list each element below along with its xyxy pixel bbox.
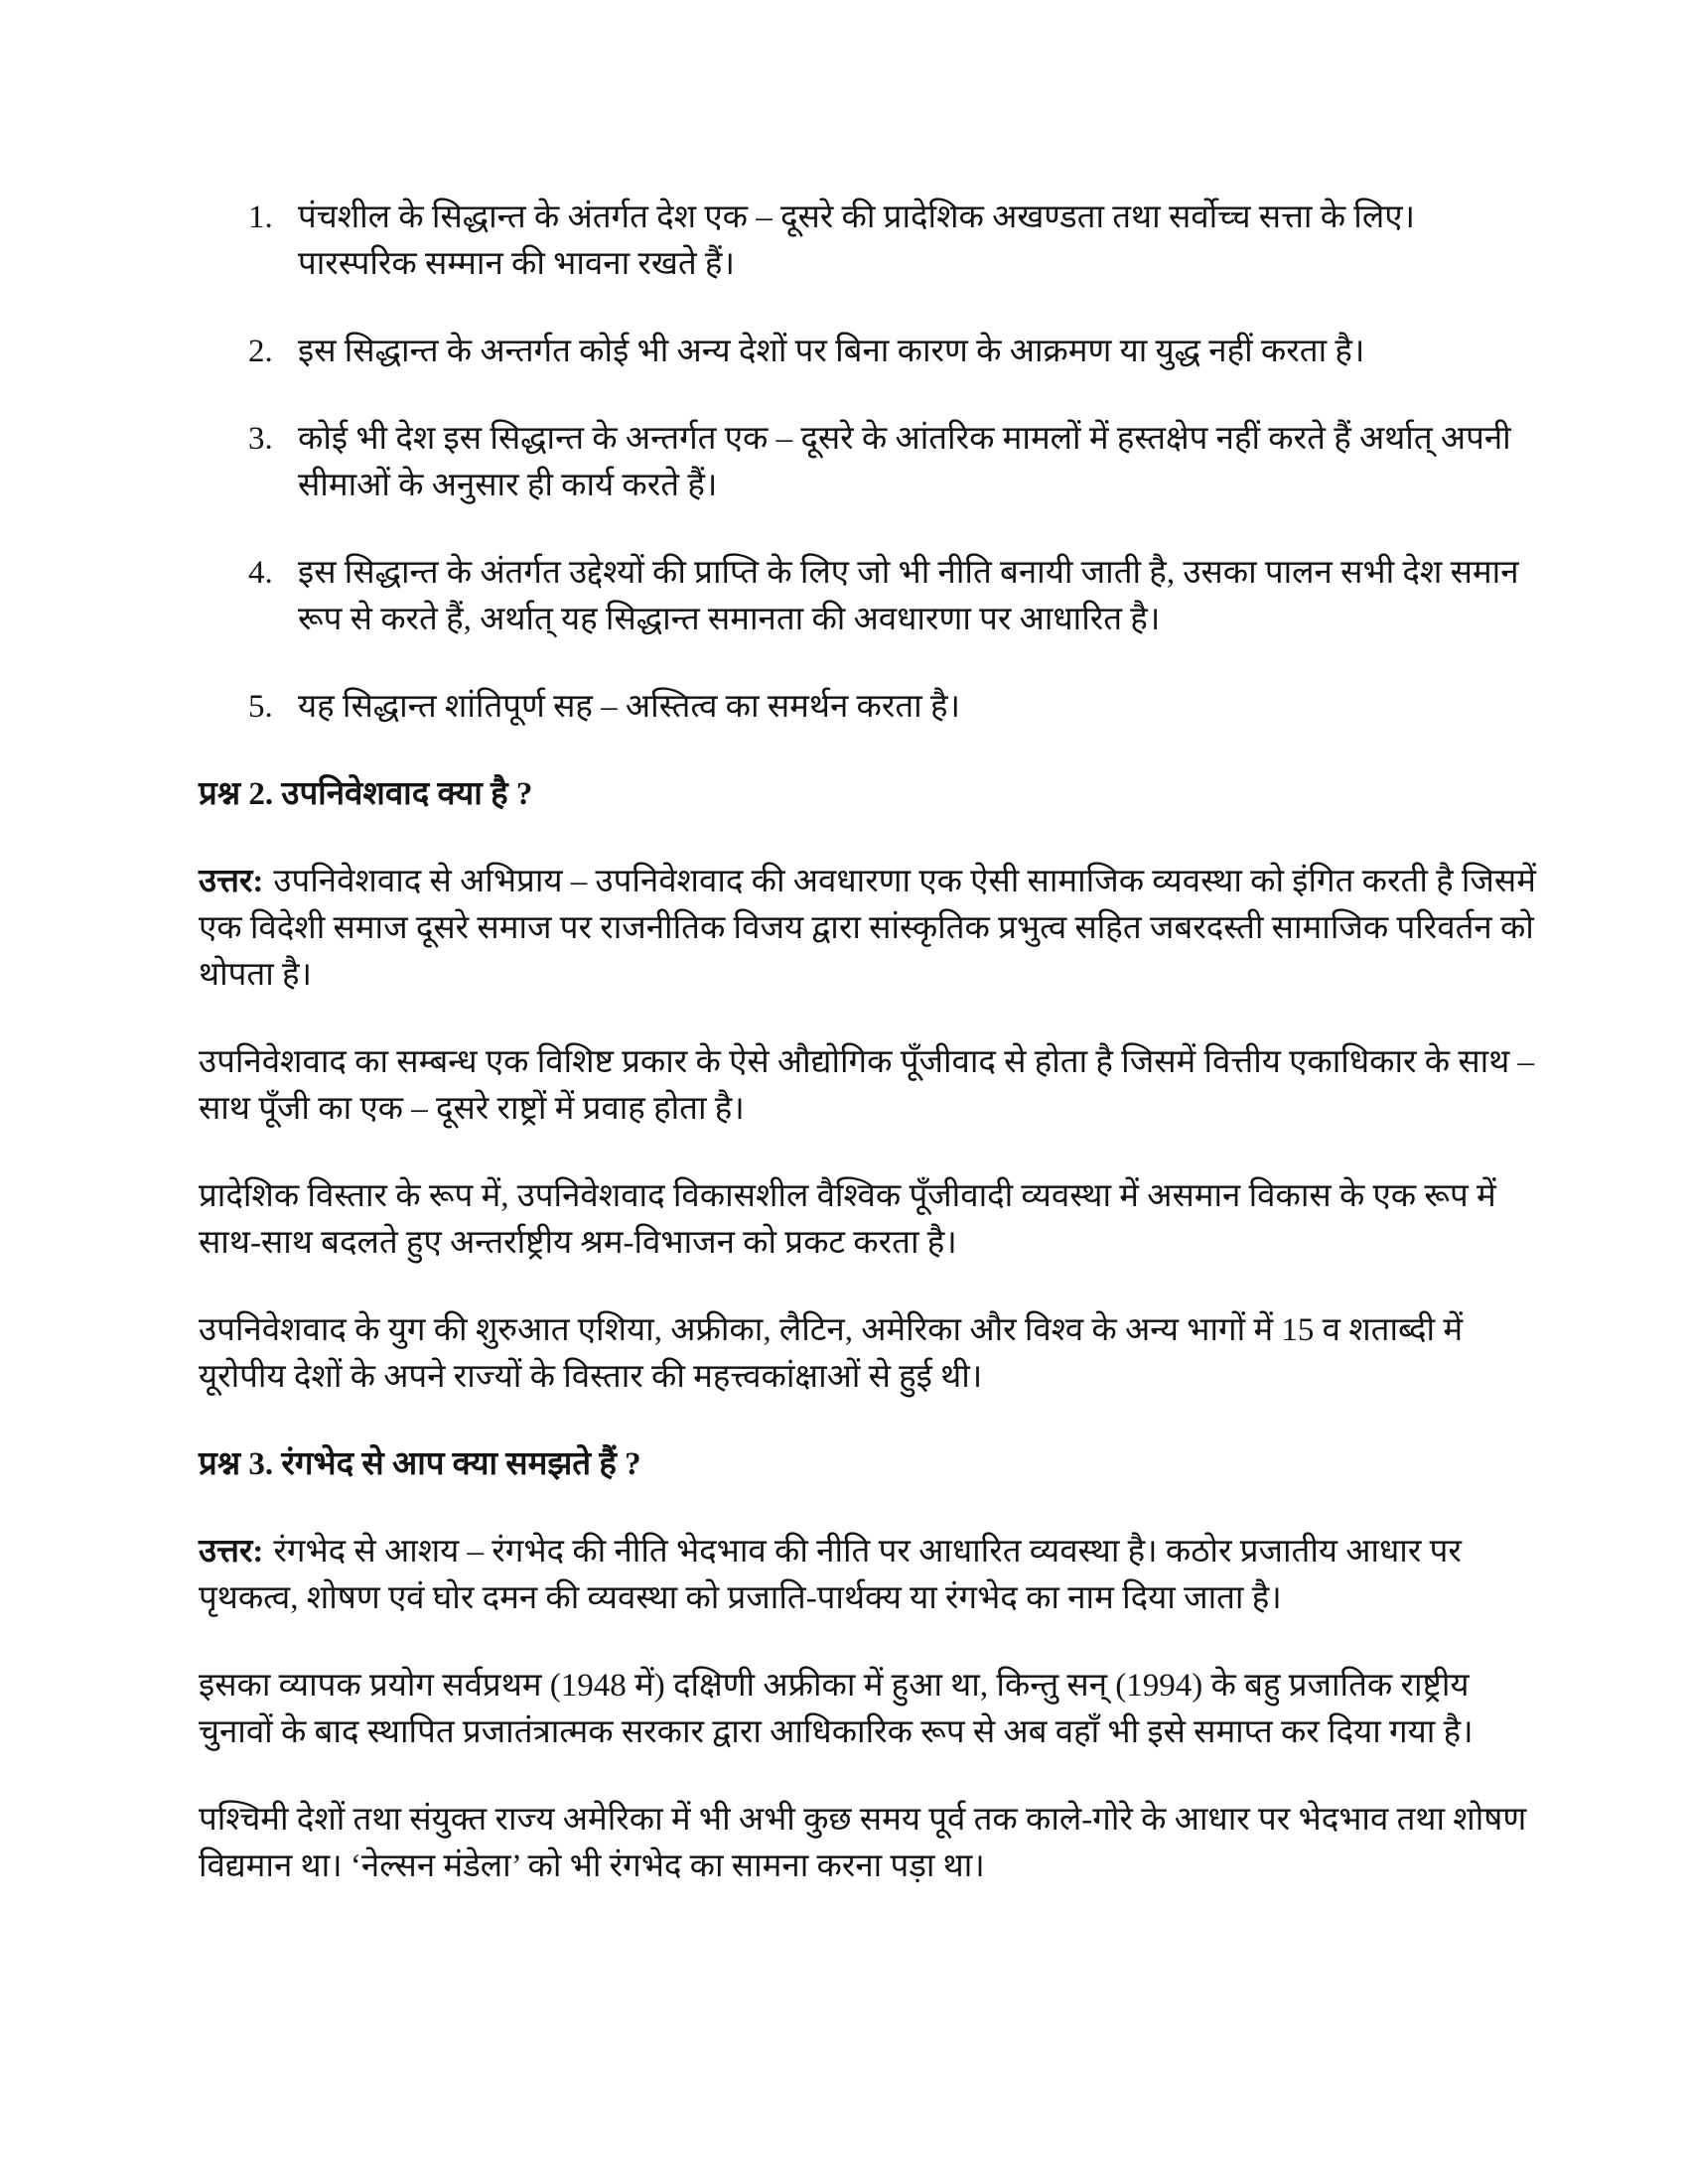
panchsheel-principles-list: [199, 195, 1539, 731]
question-3-paragraph: पश्चिमी देशों तथा संयुक्त राज्य अमेरिका में भी अभी कुछ समय पूर्व तक काले-गोरे के आधार पर भेदभाव तथा शोषण विद्यमान था। ‘नेल्सन मंडेला’ को भी रंगभेद का सामना करना पड़ा था।: [199, 1802, 1527, 1884]
question-2-heading: प्रश्न 2. उपनिवेशवाद क्या है ?: [199, 776, 533, 812]
list-item: [199, 329, 1539, 375]
answer-text: उपनिवेशवाद से अभिप्राय – उपनिवेशवाद की अवधारणा एक ऐसी सामाजिक व्यवस्था को इंगित करती है जिसमें एक विदेशी समाज दूसरे समाज पर राजनीतिक विजय द्वारा सांस्कृतिक प्रभुत्व सहित जबरदस्ती सामाजिक परिवर्तन को थोपता है।: [199, 864, 1536, 993]
list-item-text: यह सिद्धान्त शांतिपूर्ण सह – अस्तित्व का समर्थन करता है।: [298, 689, 960, 725]
list-item: [199, 684, 1539, 731]
list-item-number: 3.: [248, 421, 273, 457]
list-item-number: 4.: [248, 555, 273, 591]
list-item-number: 1.: [248, 200, 273, 235]
question-3-paragraph: इसका व्यापक प्रयोग सर्वप्रथम (1948 में) दक्षिणी अफ्रीका में हुआ था, किन्तु सन् (1994) के बहु प्रजातिक राष्ट्रीय चुनावों के बाद स्थापित प्रजातंत्रात्मक सरकार द्वारा आधिकारिक रूप से अब वहाँ भी इसे समाप्त कर दिया गया है।: [199, 1668, 1474, 1750]
list-item-number: 2.: [248, 334, 273, 369]
question-2-paragraph: उपनिवेशवाद के युग की शुरुआत एशिया, अफ्रीका, लैटिन, अमेरिका और विश्व के अन्य भागों में 15 व शताब्दी में यूरोपीय देशों के अपने राज्यों के विस्तार की महत्त्वकांक्षाओं से हुई थी।: [199, 1312, 1464, 1395]
list-item: [199, 195, 1539, 288]
list-item: [199, 416, 1539, 509]
question-2-answer-paragraph: [199, 859, 1539, 999]
answer-label: उत्तर:: [199, 864, 264, 899]
list-item-text: इस सिद्धान्त के अन्तर्गत कोई भी अन्य देशों पर बिना कारण के आक्रमण या युद्ध नहीं करता है।: [298, 334, 1365, 369]
answer-text: रंगभेद से आशय – रंगभेद की नीति भेदभाव की नीति पर आधारित व्यवस्था है। कठोर प्रजातीय आधार पर पृथकत्व, शोषण एवं घोर दमन की व्यवस्था को प्रजाति-पार्थक्य या रंगभेद का नाम दिया जाता है।: [199, 1534, 1462, 1616]
question-3-answer-paragraph: [199, 1529, 1539, 1622]
answer-label: उत्तर:: [199, 1534, 264, 1570]
list-item-text: पंचशील के सिद्धान्त के अंतर्गत देश एक – दूसरे की प्रादेशिक अखण्डता तथा सर्वोच्च सत्ता के लिए। पारस्परिक सम्मान की भावना रखते हैं।: [298, 200, 1415, 282]
list-item-number: 5.: [248, 689, 273, 725]
question-3-heading: प्रश्न 3. रंगभेद से आप क्या समझते हैं ?: [199, 1446, 641, 1482]
question-2-paragraph: प्रादेशिक विस्तार के रूप में, उपनिवेशवाद विकासशील वैश्विक पूँजीवादी व्यवस्था में असमान विकास के एक रूप में साथ-साथ बदलते हुए अन्तर्राष्ट्रीय श्रम-विभाजन को प्रकट करता है।: [199, 1178, 1496, 1261]
list-item-text: कोई भी देश इस सिद्धान्त के अन्तर्गत एक – दूसरे के आंतरिक मामलों में हस्तक्षेप नहीं करते हैं अर्थात् अपनी सीमाओं के अनुसार ही कार्य करते हैं।: [298, 421, 1511, 503]
question-2-paragraph: उपनिवेशवाद का सम्बन्ध एक विशिष्ट प्रकार के ऐसे औद्योगिक पूँजीवाद से होता है जिसमें वित्तीय एकाधिकार के साथ – साथ पूँजी का एक – दूसरे राष्ट्रों में प्रवाह होता है।: [199, 1044, 1535, 1127]
list-item-text: इस सिद्धान्त के अंतर्गत उद्देश्यों की प्राप्ति के लिए जो भी नीति बनायी जाती है, उसका पालन सभी देश समान रूप से करते हैं, अर्थात् यह सिद्धान्त समानता की अवधारणा पर आधारित है।: [298, 555, 1519, 637]
list-item: [199, 550, 1539, 643]
